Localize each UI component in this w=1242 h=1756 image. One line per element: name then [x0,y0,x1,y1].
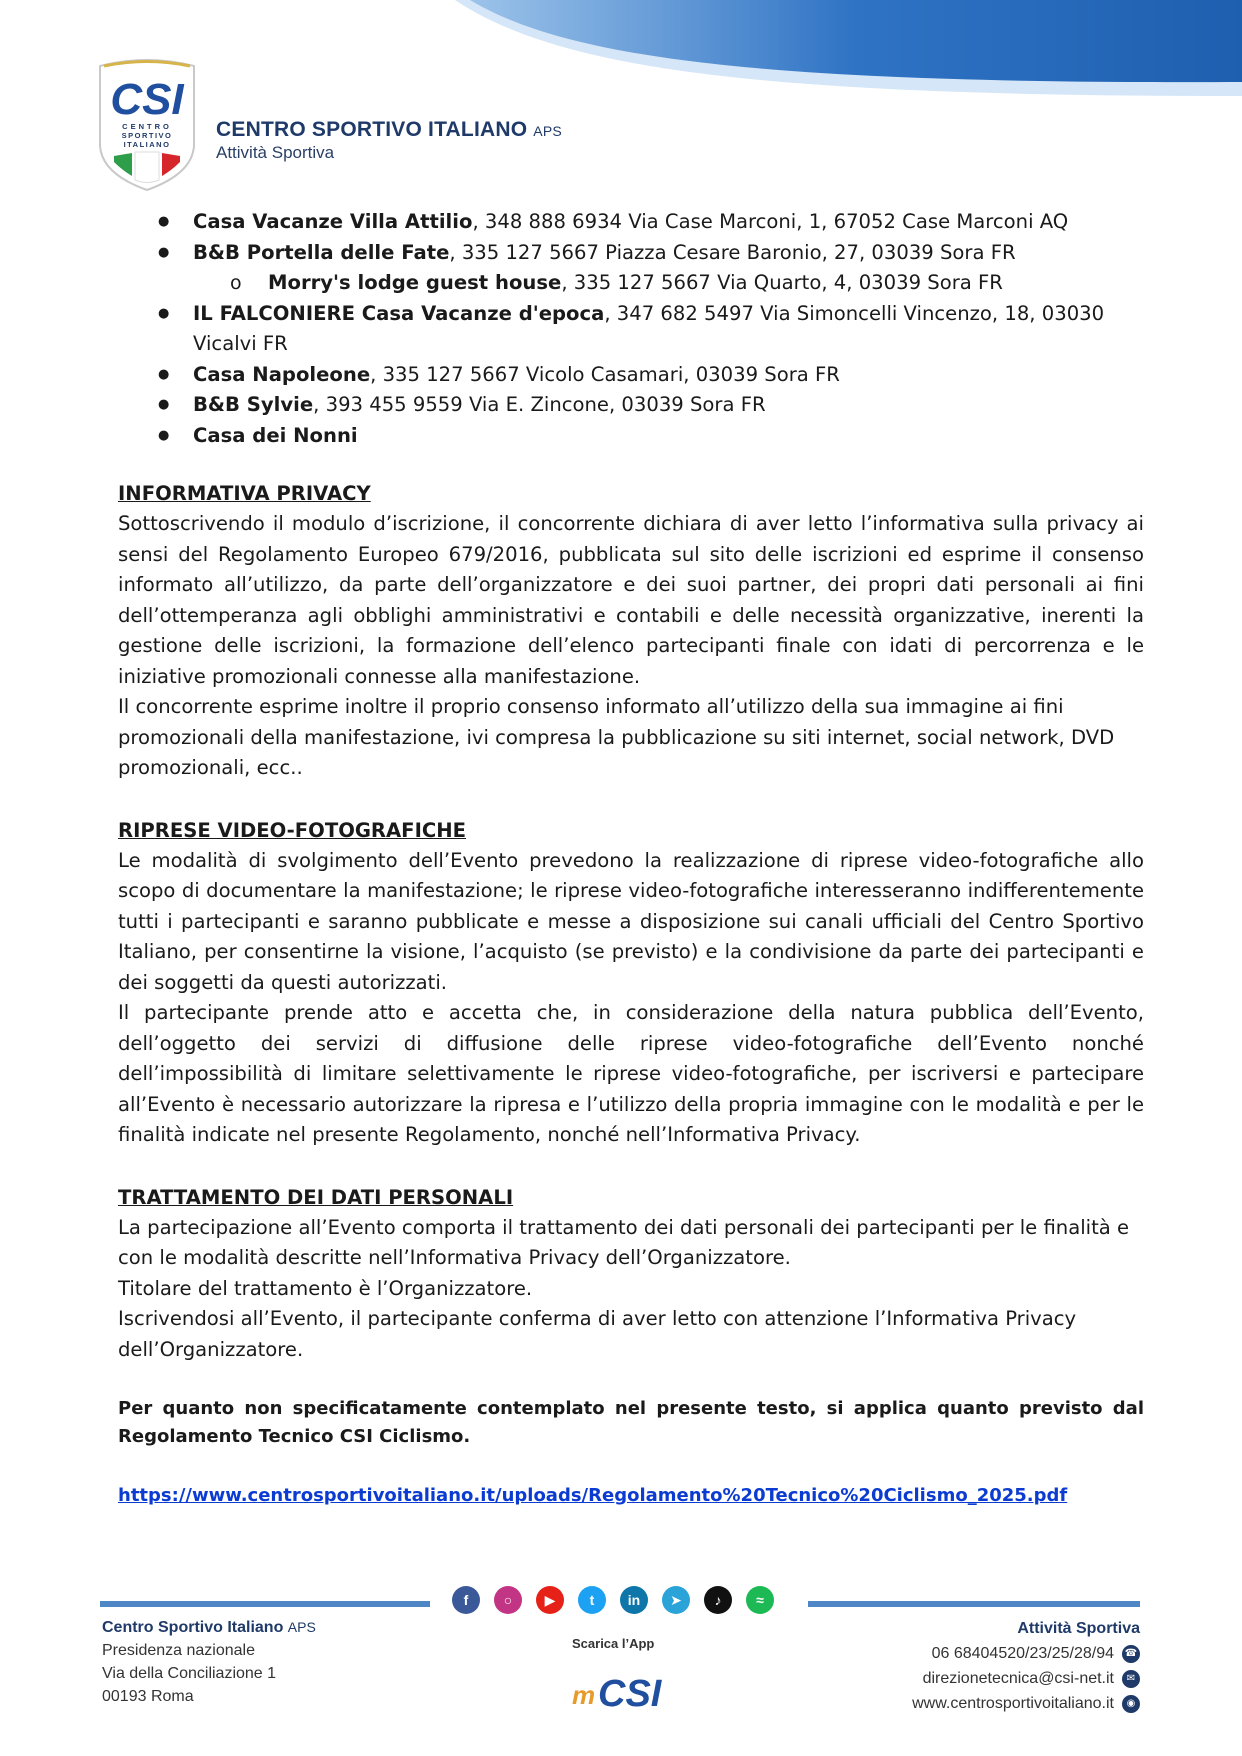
app-logo[interactable] [570,1660,666,1716]
app-download-label: Scarica l’App [572,1636,655,1651]
footer-divider-left [100,1601,430,1607]
video-section [118,816,1144,1151]
list-item: ● Casa Vacanze Villa Attilio, 348 888 6934 Via Case Marconi, 1, 67052 Case Marconi AQ [118,207,1144,238]
list-item: ● Casa dei Nonni [118,421,1144,452]
footer-web-row [912,1691,1140,1716]
list-item: ● Casa Napoleone, 335 127 5667 Vicolo Casamari, 03039 Sora FR [118,360,1144,391]
regulation-link[interactable]: https://www.centrosportivoitaliano.it/uploads/Regolamento%20Tecnico%20Ciclismo_2025.pdf [118,1485,1068,1506]
data-processing-heading: TRATTAMENTO DEI DATI PERSONALI [118,1185,514,1209]
spotify-icon[interactable]: ≈ [746,1586,774,1614]
footer-address [102,1616,316,1708]
svg-text:m: m [572,1680,596,1710]
svg-text:CSI: CSI [110,75,184,124]
footer-divider-right [808,1601,1140,1607]
list-item: ● B&B Sylvie, 393 455 9559 Via E. Zincone, 03039 Sora FR [118,390,1144,421]
data-processing-section [118,1183,1144,1366]
telegram-icon[interactable]: ➤ [662,1586,690,1614]
globe-icon: ◉ [1122,1695,1140,1713]
brand-name: CENTRO SPORTIVO ITALIANO APS [216,118,562,141]
footer-email-row [912,1666,1140,1691]
phone-number: 06 68404520/23/25/28/94 [931,1645,1114,1662]
footer-org: Centro Sportivo Italiano APS [102,1619,316,1636]
final-note: Per quanto non specificatamente contemplato nel presente testo, si applica quanto previsto dal Regolamento Tecnico CSI Ciclismo. [118,1398,1144,1447]
svg-text:CSI: CSI [598,1673,662,1715]
email-address[interactable]: direzionetecnica@csi-net.it [922,1670,1114,1687]
list-item: ● B&B Portella delle Fate, 335 127 5667 Piazza Cesare Baronio, 27, 03039 Sora FR [118,238,1144,269]
svg-text:SPORTIVO: SPORTIVO [121,131,173,140]
social-icons [452,1586,774,1614]
phone-icon: ☎ [1122,1645,1140,1663]
privacy-paragraph-1: Sottoscrivendo il modulo d’iscrizione, il concorrente dichiara di aver letto l’informativa sulla privacy ai sensi del Regolamento Europeo 679/2016, pubblicata sul sito delle iscrizioni ed esprime il consenso informato all’utilizzo, da parte dell’organizzatore e dei suoi partner, dei propri dati personali ai fini dell’ottemperanza agli obblighi amministrativi e contabili e delle necessità organizzative, inerenti la gestione delle iscrizioni, la formazione dell’elenco partecipanti finale con idati di percorrenza e le iniziative promozionali connesse alla manifestazione. [118,512,1144,688]
facebook-icon[interactable]: f [452,1586,480,1614]
video-heading: RIPRESE VIDEO-FOTOGRAFICHE [118,818,467,842]
linkedin-icon[interactable]: in [620,1586,648,1614]
video-paragraph-2: Il partecipante prende atto e accetta che, in considerazione della natura pubblica dell’Evento, dell’oggetto dei servizi di diffusione delle riprese video-fotografiche dell’Evento nonché dell’impossibilità di limitare selettivamente le riprese video-fotografiche, per iscriversi e partecipare all’Evento è necessario autorizzare la ripresa e l’utilizzo della propria immagine con le modalità e per le finalità indicate nel presente Regolamento, nonché nell’Informativa Privacy. [118,1001,1144,1146]
document-body [118,207,1144,1512]
brand-subtitle: Attività Sportiva [216,143,335,162]
data-processing-paragraph-1: La partecipazione all’Evento comporta il trattamento dei dati personali dei partecipanti per le finalità e con le modalità descritte nell’Informativa Privacy dell’Organizzatore. [118,1215,1130,1269]
csi-logo [92,56,202,194]
list-item: ● IL FALCONIERE Casa Vacanze d'epoca, 347 682 5497 Via Simoncelli Vincenzo, 18, 03030 Vicalvi FR [118,299,1144,360]
lodging-list [118,207,1144,451]
tiktok-icon[interactable]: ♪ [704,1586,732,1614]
privacy-paragraph-2: Il concorrente esprime inoltre il proprio consenso informato all’utilizzo della sua immagine ai fini promozionali della manifestazione, ivi compresa la pubblicazione su siti internet, social network, DVD promozionali, ecc.. [118,695,1115,779]
video-paragraph-1: Le modalità di svolgimento dell’Evento prevedono la realizzazione di riprese video-fotografiche allo scopo di documentare la manifestazione; le riprese video-fotografiche interesseranno indifferentemente tutti i partecipanti e saranno pubblicate e messe a disposizione sui canali ufficiali del Centro Sportivo Italiano, per consentirne la visione, l’acquisto (se previsto) e la condivisione da parte dei partecipanti e dei soggetti da questi autorizzati. [118,848,1144,994]
brand-block [216,118,562,163]
privacy-section [118,479,1144,784]
instagram-icon[interactable]: ○ [494,1586,522,1614]
youtube-icon[interactable]: ▶ [536,1586,564,1614]
footer-right-title: Attività Sportiva [1017,1620,1140,1637]
footer-line: Via della Conciliazione 1 [102,1665,277,1682]
svg-text:CENTRO: CENTRO [122,122,172,131]
footer-contacts [912,1616,1140,1716]
data-processing-paragraph-2: Titolare del trattamento è l’Organizzatore. [118,1276,533,1300]
twitter-icon[interactable]: t [578,1586,606,1614]
website-url[interactable]: www.centrosportivoitaliano.it [912,1695,1114,1712]
footer-phone-row [912,1641,1140,1666]
list-item: o Morry's lodge guest house, 335 127 5667 Via Quarto, 4, 03039 Sora FR [118,268,1144,299]
footer-line: Presidenza nazionale [102,1642,255,1659]
mail-icon: ✉ [1122,1670,1140,1688]
svg-text:ITALIANO: ITALIANO [123,140,171,149]
data-processing-paragraph-3: Iscrivendosi all’Evento, il partecipante conferma di aver letto con attenzione l’Informativa Privacy dell’Organizzatore. [118,1307,1077,1361]
privacy-heading: INFORMATIVA PRIVACY [118,482,371,505]
footer-line: 00193 Roma [102,1688,194,1705]
